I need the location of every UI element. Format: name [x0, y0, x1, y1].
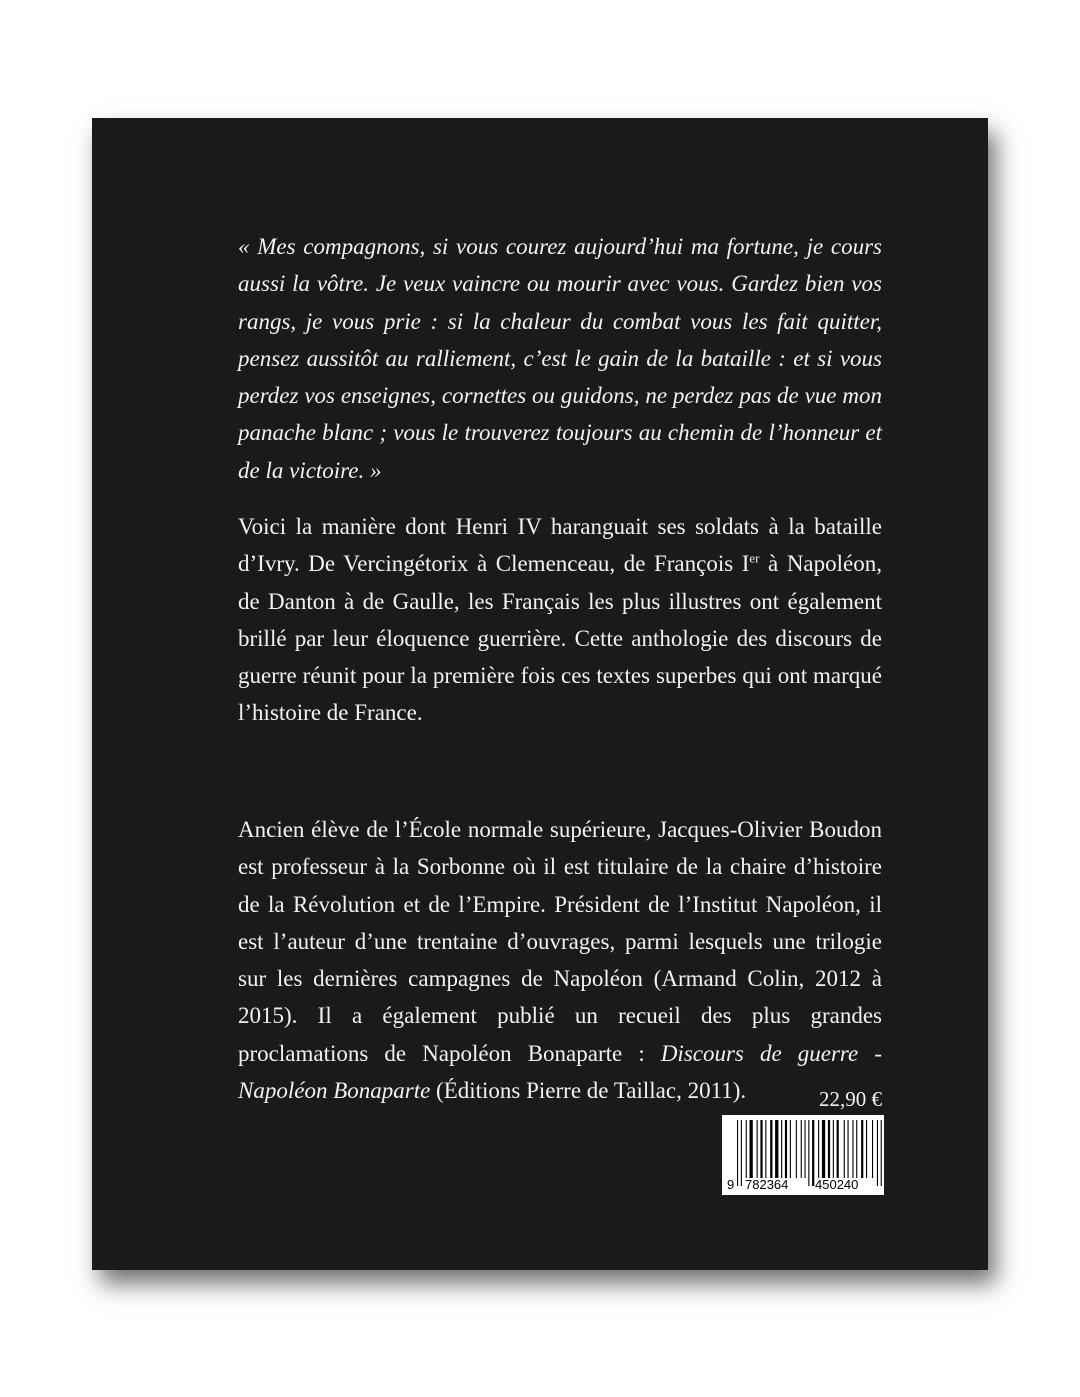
barcode-bar [828, 1120, 830, 1178]
isbn-barcode [722, 1115, 884, 1195]
barcode-bar [844, 1120, 845, 1178]
barcode-bar [837, 1120, 839, 1178]
barcode-bar [746, 1120, 747, 1178]
description-text-1: Voici la manière dont Henri IV haranguait ses soldats à la bataille d’Ivry. De Vercingétorix à Clemenceau, de François I [238, 514, 882, 577]
ordinal-superscript: er [749, 550, 760, 566]
barcode-bar [760, 1120, 762, 1178]
barcode-bar [848, 1120, 849, 1178]
opening-quote [238, 228, 882, 489]
barcode-bar [796, 1120, 797, 1178]
barcode-bar [861, 1120, 863, 1178]
bio-text-1: Ancien élève de l’École normale supérieure, Jacques-Olivier Boudon est professeur à la Sorbonne où il est titulaire de la chaire d’histoire de la Révolution et de l’Empire. Président de l’Institut Napoléon, il est l’auteur d’une trentaine d’ouvrages, parmi lesquels une trilogie sur les dernières campagnes de Napoléon (Armand Colin, 2012 à 2015). Il a également publié un recueil des plus grandes proclamations de Napoléon Bonaparte : [238, 817, 882, 1066]
book-description [238, 508, 882, 732]
barcode-bar [765, 1120, 766, 1178]
barcode-bar [785, 1120, 787, 1178]
barcode-bar [805, 1120, 806, 1178]
barcode-bar [790, 1120, 791, 1178]
price-label: 22,90 € [819, 1087, 882, 1111]
barcode-bar [770, 1120, 772, 1178]
isbn-right-group: 450240 [815, 1177, 859, 1192]
barcode-bar [818, 1120, 819, 1178]
author-biography [238, 811, 882, 1109]
barcode-bar [881, 1120, 882, 1186]
barcode-bar [781, 1120, 782, 1178]
barcode-bar [877, 1120, 878, 1186]
barcode-bar [833, 1120, 834, 1178]
barcode-bar [822, 1120, 825, 1178]
isbn-left-group: 782364 [745, 1177, 789, 1192]
book-title: Discours de guerre - Napoléon Bonaparte [238, 1040, 882, 1104]
description-text-2: à Napoléon, de Danton à de Gaulle, les Français les plus illustres ont également brillé par leur éloquence guerrière. Cette anthologie des discours de guerre réunit pour la première fois ces textes superbes qui ont marqué l’histoire de France. [238, 551, 882, 726]
barcode-bar [812, 1120, 814, 1186]
isbn-first-digit: 9 [727, 1177, 735, 1192]
barcode-bar [808, 1120, 809, 1186]
barcode-bar [757, 1120, 758, 1178]
barcode-bar [775, 1120, 778, 1178]
barcode-bar [741, 1120, 742, 1186]
barcode-bar [856, 1120, 857, 1178]
barcode-bar [852, 1120, 853, 1178]
barcode-bar [737, 1120, 738, 1186]
barcode-bar [866, 1120, 867, 1178]
barcode-bar [801, 1120, 802, 1178]
quote-text: « Mes compagnons, si vous courez aujourd’hui ma fortune, je cours aussi la vôtre. Je veux vaincre ou mourir avec vous. Gardez bien vos rangs, je vous prie : si la chaleur du combat vous les fait quitter, pensez aussitôt au ralliement, c’est le gain de la bataille : et si vous perdez vos enseignes, cornettes ou guidons, ne perdez pas de vue mon panache blanc ; vous le trouverez toujours au chemin de l’honneur et de la victoire. » [238, 234, 882, 483]
barcode-bar [750, 1120, 753, 1178]
bio-text-2: (Éditions Pierre de Taillac, 2011). [430, 1078, 747, 1104]
back-cover [92, 118, 988, 1270]
barcode-bar [872, 1120, 873, 1178]
